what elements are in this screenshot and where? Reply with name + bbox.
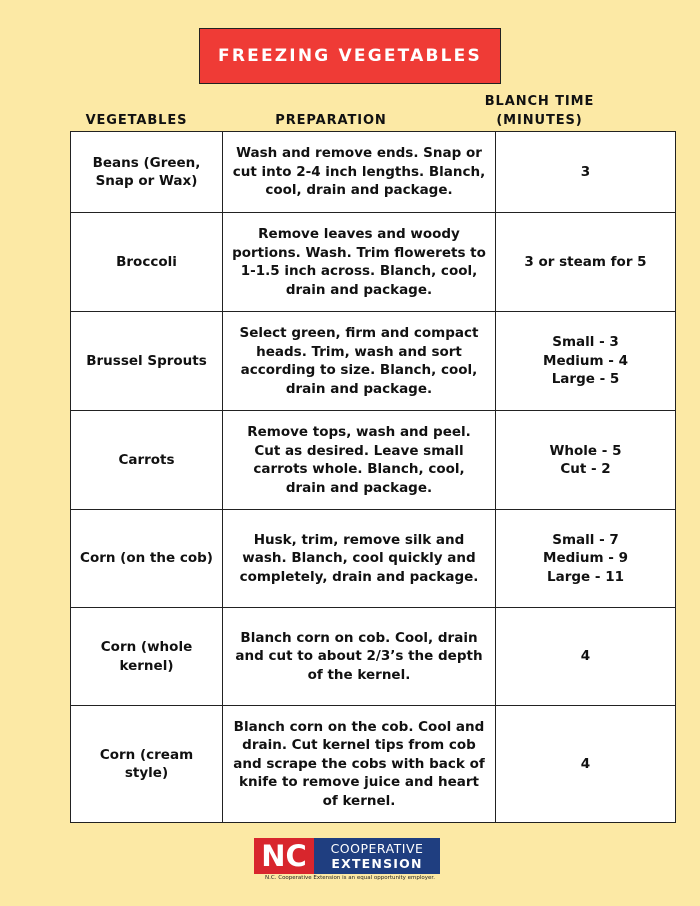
logo-wordmark bbox=[314, 838, 440, 874]
vegetable-cell: Brussel Sprouts bbox=[71, 312, 223, 411]
preparation-cell: Select green, firm and compact heads. Trim, wash and sort according to size. Blanch, cool, drain and package. bbox=[223, 312, 496, 411]
page-title: FREEZING VEGETABLES bbox=[218, 46, 482, 66]
blanch-cell: 3 bbox=[496, 132, 676, 213]
table-row bbox=[71, 411, 676, 510]
vegetable-cell: Corn (cream style) bbox=[71, 706, 223, 823]
header-preparation: PREPARATION bbox=[275, 113, 387, 128]
title-banner bbox=[199, 28, 501, 84]
table-row bbox=[71, 132, 676, 213]
blanch-cell: 4 bbox=[496, 706, 676, 823]
table-row bbox=[71, 510, 676, 608]
blanch-cell: 4 bbox=[496, 608, 676, 706]
preparation-cell: Remove tops, wash and peel. Cut as desired. Leave small carrots whole. Blanch, cool, drain and package. bbox=[223, 411, 496, 510]
blanch-cell: Small - 7 Medium - 9 Large - 11 bbox=[496, 510, 676, 608]
blanch-cell: 3 or steam for 5 bbox=[496, 213, 676, 312]
vegetable-cell: Corn (whole kernel) bbox=[71, 608, 223, 706]
table-row bbox=[71, 213, 676, 312]
vegetable-cell: Carrots bbox=[71, 411, 223, 510]
table-row bbox=[71, 706, 676, 823]
preparation-cell: Blanch corn on the cob. Cool and drain. Cut kernel tips from cob and scrape the cobs with back of knife to remove juice and heart of kernel. bbox=[223, 706, 496, 823]
logo-line-extension: EXTENSION bbox=[331, 856, 423, 871]
vegetable-cell: Broccoli bbox=[71, 213, 223, 312]
preparation-cell: Blanch corn on cob. Cool, drain and cut to about 2/3’s the depth of the kernel. bbox=[223, 608, 496, 706]
vegetable-cell: Corn (on the cob) bbox=[71, 510, 223, 608]
blanch-cell: Small - 3 Medium - 4 Large - 5 bbox=[496, 312, 676, 411]
vegetable-table bbox=[70, 131, 676, 823]
logo-line-cooperative: COOPERATIVE bbox=[330, 841, 424, 856]
blanch-cell: Whole - 5 Cut - 2 bbox=[496, 411, 676, 510]
logo-nc-mark: NC bbox=[254, 838, 314, 874]
equal-opportunity-disclaimer: N.C. Cooperative Extension is an equal opportunity employer. bbox=[265, 875, 435, 881]
table-row bbox=[71, 608, 676, 706]
preparation-cell: Husk, trim, remove silk and wash. Blanch, cool quickly and completely, drain and package. bbox=[223, 510, 496, 608]
table-row bbox=[71, 312, 676, 411]
nc-cooperative-extension-logo bbox=[254, 838, 440, 874]
vegetable-cell: Beans (Green, Snap or Wax) bbox=[71, 132, 223, 213]
preparation-cell: Wash and remove ends. Snap or cut into 2-4 inch lengths. Blanch, cool, drain and package. bbox=[223, 132, 496, 213]
header-vegetables: VEGETABLES bbox=[85, 113, 188, 128]
header-blanch-time: BLANCH TIME (MINUTES) bbox=[484, 94, 595, 128]
preparation-cell: Remove leaves and woody portions. Wash. Trim flowerets to 1-1.5 inch across. Blanch, cool, drain and package. bbox=[223, 213, 496, 312]
